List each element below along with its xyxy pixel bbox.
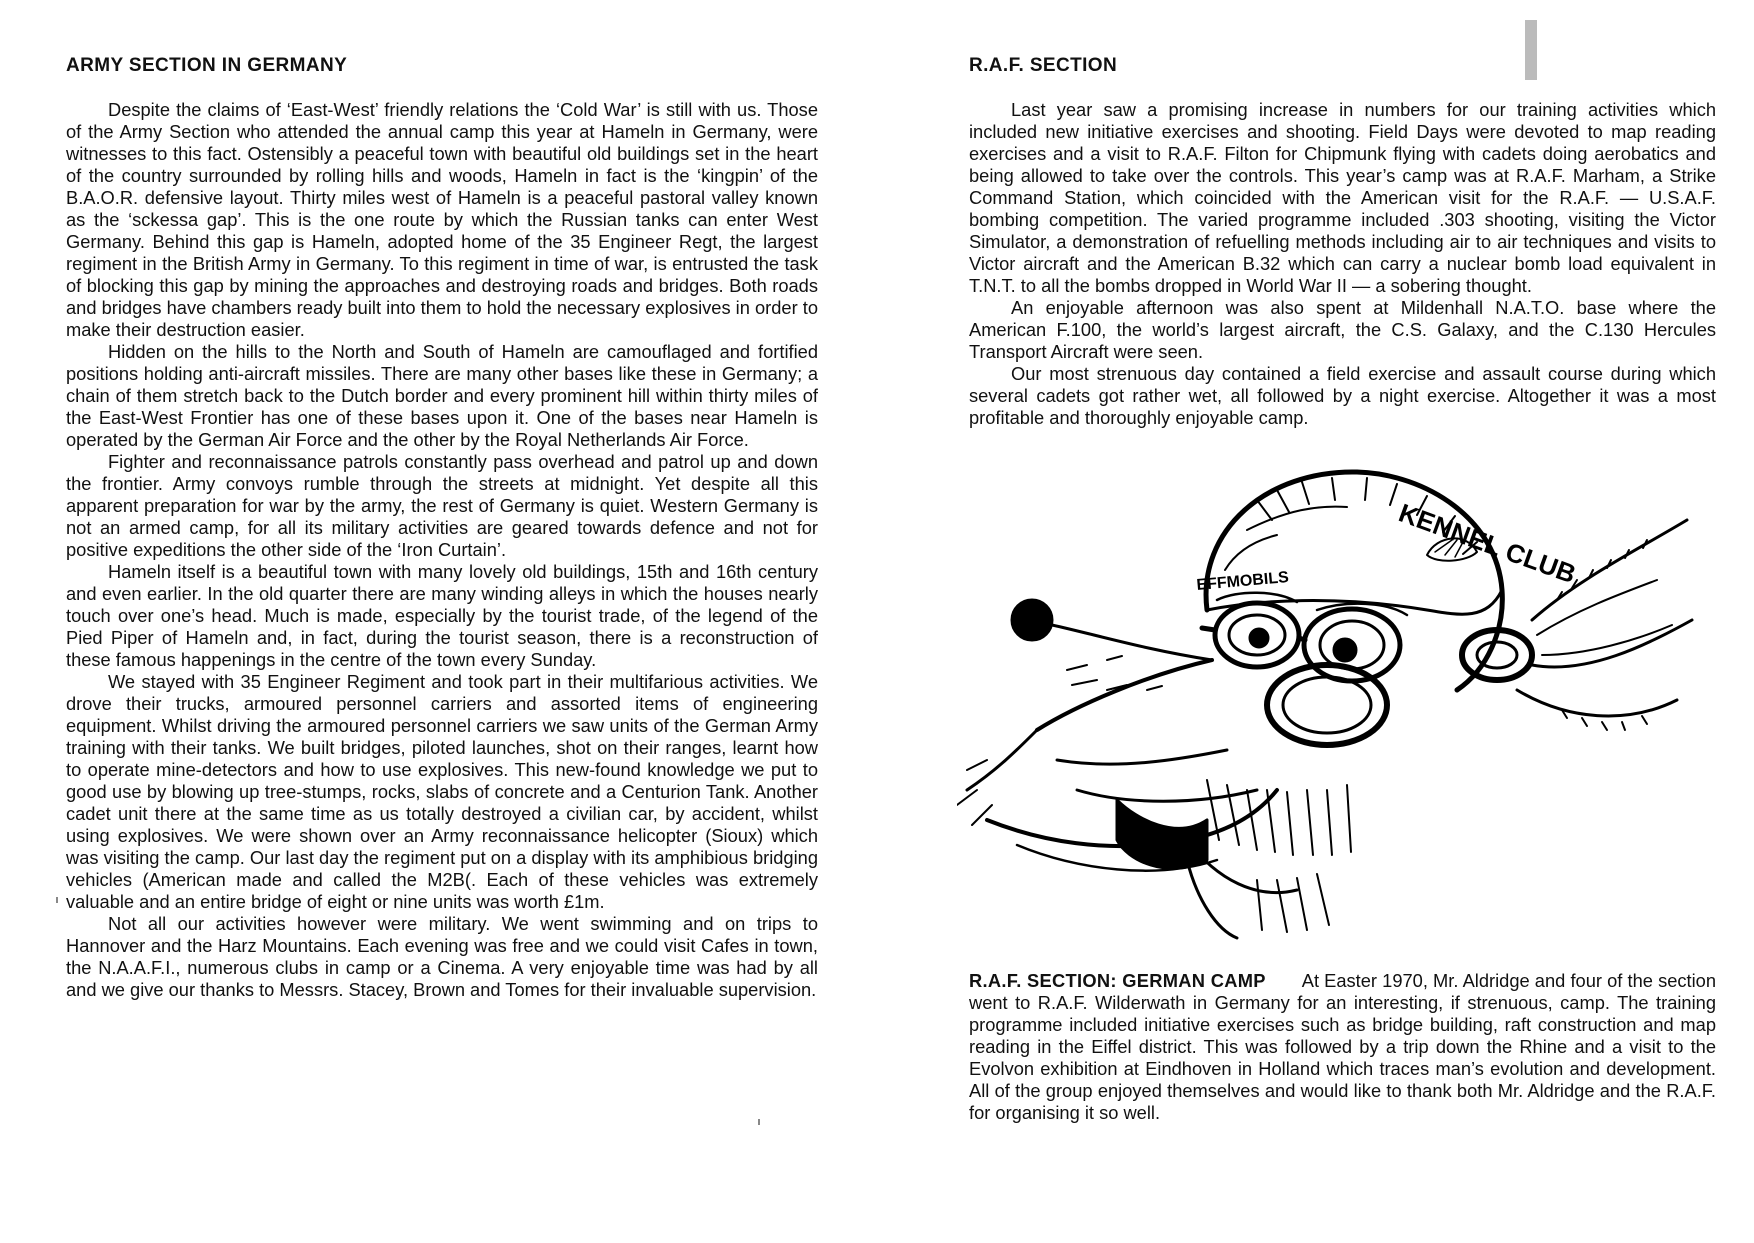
- print-speck: [56, 897, 58, 903]
- army-paragraph-6: Not all our activities however were military. We went swimming and on trips to Hannover and the Harz Mountains. Each evening was free and we could visit Cafes in town, the N.A.A.F.I., numerous clubs in camp or a Cinema. A very enjoyable time was had by all and we give our thanks to Messrs. Stacey, Brown and Tomes for their invaluable supervision.: [66, 913, 818, 1000]
- army-paragraph-4: Hameln itself is a beautiful town with many lovely old buildings, 15th and 16th century and even earlier. In the old quarter there are many winding alleys in which the houses nearly touch over one’s head. Much is made, especially by the tourist trade, of the legend of the Pied Piper of Hameln and, in fact, during the tourist season, there is a reconstruction of these famous happenings in the centre of the town every Sunday.: [66, 561, 818, 670]
- german-camp-paragraph: [969, 970, 1716, 1124]
- raf-paragraph-2: An enjoyable afternoon was also spent at Mildenhall N.A.T.O. base where the American F.100, the world’s largest aircraft, the C.S. Galaxy, and the C.130 Hercules Transport Aircraft were seen.: [969, 297, 1716, 362]
- dog-pilot-cartoon: [957, 460, 1697, 940]
- german-camp-text: At Easter 1970, Mr. Aldridge and four of the section went to R.A.F. Wilderwath in Germany for an interesting, if strenuous, camp. The training programme included initiative exercises such as bridge building, raft construction and map reading in the Eiffel district. This was followed by a trip down the Rhine and a visit to the Evolvon exhibition at Eindhoven in Holland which traces man’s evolution and development. All of the group enjoyed themselves and would like to thank both Mr. Aldridge and the R.A.F. for organising it so well.: [969, 970, 1716, 1123]
- army-paragraph-5: We stayed with 35 Engineer Regiment and took part in their multifarious activities. We drove their trucks, armoured personnel carriers and assorted items of engineering equipment. Whilst driving the armoured personnel carriers we saw units of the German Army training with their tanks. We built bridges, piloted launches, shot on their ranges, learnt how to operate mine-detectors and how to use explosives. This new-found knowledge we put to good use by blowing up tree-stumps, rocks, slabs of concrete and a Centurion Tank. Another cadet unit there at the same time as us totally destroyed a civilian car, by accident, whilst using explosives. We were shown over an Army reconnaissance helicopter (Sioux) which was visiting the camp. Our last day the regiment put on a display with its amphibious bridging vehicles (American made and called the M2B(. Each of these vehicles was extremely valuable and an entire bridge of eight or nine units was worth £1m.: [66, 671, 818, 912]
- raf-paragraph-3: Our most strenuous day contained a field exercise and assault course during which several cadets got rather wet, all followed by a night exercise. Altogether it was a most profitable and thoroughly enjoyable camp.: [969, 363, 1716, 428]
- scan-edge-mark: [1525, 20, 1537, 80]
- right-page: [877, 0, 1754, 1243]
- army-section-body: [66, 99, 818, 1001]
- german-camp-heading: R.A.F. SECTION: GERMAN CAMP: [969, 970, 1266, 991]
- raf-section-heading: R.A.F. SECTION: [969, 55, 1118, 76]
- army-paragraph-2: Hidden on the hills to the North and South of Hameln are camouflaged and fortified positions holding anti-aircraft missiles. There are many other bases like these in Germany; a chain of them stretch back to the Dutch border and every prominent hill within thirty miles of the East-West Frontier has one of these bases upon it. One of the bases near Hameln is operated by the German Air Force and the other by the Royal Netherlands Air Force.: [66, 341, 818, 450]
- raf-section-body: [969, 99, 1716, 429]
- army-paragraph-1: Despite the claims of ‘East-West’ friendly relations the ‘Cold War’ is still with us. Those of the Army Section who attended the annual camp this year at Hameln in Germany, were witnesses to this fact. Ostensibly a peaceful town with beautiful old buildings set in the heart of the country surrounded by rolling hills and woods, Hameln in fact is the ‘kingpin’ of the B.A.O.R. defensive layout. Thirty miles west of Hameln is a peaceful pastoral valley known as the ‘sckessa gap’. This is the one route by which the Russian tanks can enter West Germany. Behind this gap is Hameln, adopted home of the 35 Engineer Regt, the largest regiment in the British Army in Germany. To this regiment in time of war, is entrusted the task of blocking this gap by mining the approaches and destroying roads and bridges. Both roads and bridges have chambers ready built into them to hold the necessary explosives in order to make their destruction easier.: [66, 99, 818, 340]
- army-section-heading: ARMY SECTION IN GERMANY: [66, 55, 348, 76]
- german-camp-section: [969, 970, 1716, 1124]
- raf-paragraph-1: Last year saw a promising increase in numbers for our training activities which included new initiative exercises and shooting. Field Days were devoted to map reading exercises and a visit to R.A.F. Filton for Chipmunk flying with cadets doing aerobatics and being allowed to take over the controls. This year’s camp was at R.A.F. Marham, a Strike Command Station, which coincided with the American visit for the R.A.F. — U.S.A.F. bombing competition. The varied programme included .303 shooting, visiting the Victor Simulator, a demonstration of refuelling methods including air to air techniques and visits to Victor aircraft and the American B.32 which can carry a nuclear bomb load equivalent in T.N.T. to all the bombs dropped in World War II — a sobering thought.: [969, 99, 1716, 296]
- print-speck: [758, 1119, 760, 1125]
- army-paragraph-3: Fighter and reconnaissance patrols constantly pass overhead and patrol up and down the frontier. Army convoys rumble through the streets at midnight. Yet despite all this apparent preparation for war by the army, the rest of Germany is quiet. Western Germany is not an armed camp, for all its military activities are geared towards defence and not for positive expeditions the other side of the ‘Iron Curtain’.: [66, 451, 818, 560]
- helmet-lettering: KENNEL CLUB: [1394, 497, 1580, 590]
- goggles-lettering: EFFMOBILS: [1195, 568, 1290, 594]
